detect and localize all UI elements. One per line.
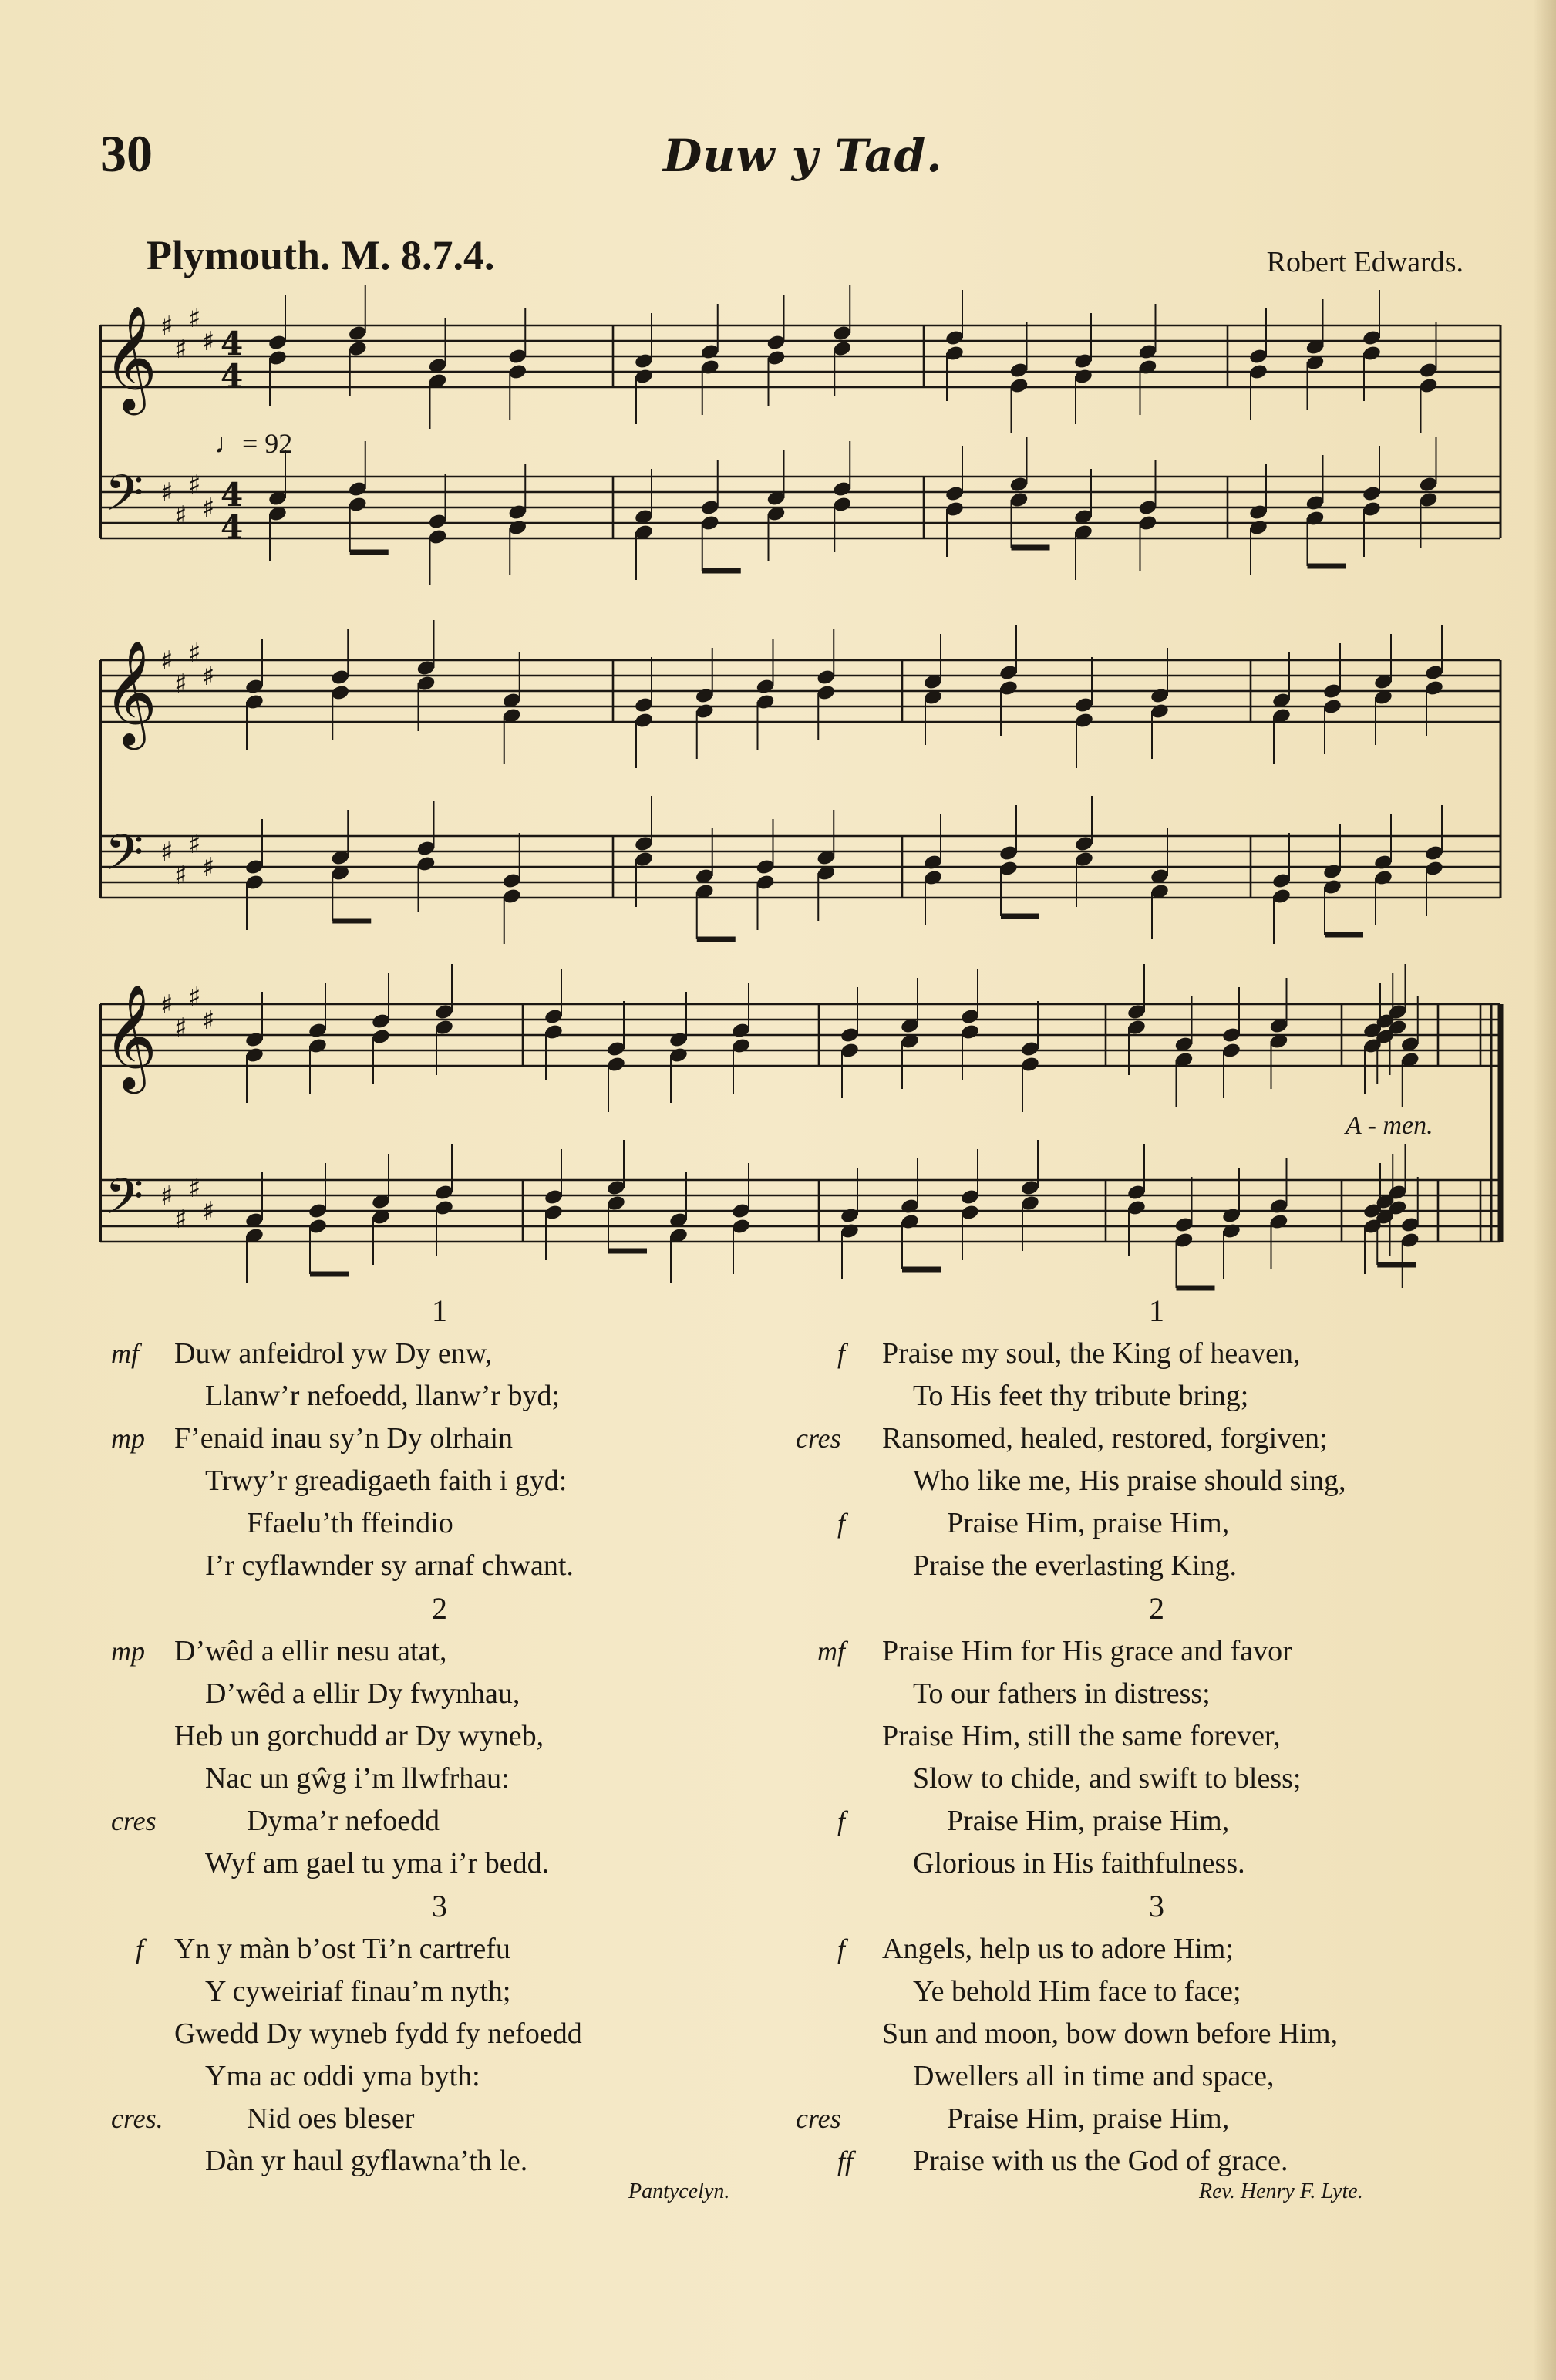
lyric-text: Angels, help us to adore Him;: [882, 1933, 1234, 1965]
verse-line: [802, 1970, 1511, 2013]
verse-line: [802, 1673, 1511, 1715]
verse-line: [802, 2055, 1511, 2098]
verse-number: 2: [1149, 1591, 1164, 1626]
dynamic-marking: f: [837, 1805, 846, 1836]
verse-line: [108, 1418, 771, 1460]
tempo-marking: ♩= 92: [214, 428, 293, 459]
verse-number: 1: [432, 1293, 447, 1328]
dynamic-marking: mf: [111, 1338, 139, 1369]
running-title: Duw y Tad.: [663, 130, 943, 182]
sharp-icon: ♯: [188, 470, 201, 501]
lyric-text: Who like me, His praise should sing,: [913, 1465, 1346, 1497]
sharp-icon: ♯: [202, 661, 215, 692]
verse-line: [108, 1333, 771, 1375]
dynamic-marking: f: [837, 1933, 846, 1964]
verse-number: 1: [1149, 1293, 1164, 1328]
lyric-text: Praise the everlasting King.: [913, 1549, 1238, 1582]
dynamic-marking: cres: [796, 2103, 841, 2134]
verse-line: [802, 1715, 1511, 1758]
welsh-attribution: Pantycelyn.: [628, 2179, 730, 2203]
lyric-text: Nac un gŵg i’m llwfrhau:: [205, 1762, 510, 1795]
treble-clef-icon: 𝄞: [103, 639, 157, 745]
english-verse: [796, 1885, 1511, 2183]
lyric-text: Ffaelu’th ffeindio: [247, 1507, 453, 1539]
sharp-icon: ♯: [160, 989, 173, 1020]
lyric-text: Sun and moon, bow down before Him,: [882, 2018, 1339, 2050]
composer: Robert Edwards.: [1266, 246, 1463, 278]
lyric-text: I’r cyflawnder sy arnaf chwant.: [205, 1549, 574, 1582]
lyric-text: Trwy’r greadigaeth faith i gyd:: [205, 1465, 568, 1497]
verse-line: [108, 1758, 771, 1800]
verse-line: [108, 1842, 771, 1885]
verse-line: [802, 1842, 1511, 1885]
lyric-text: Dwellers all in time and space,: [913, 2060, 1275, 2092]
sharp-icon: ♯: [160, 837, 173, 868]
lyric-text: Heb un gorchudd ar Dy wyneb,: [174, 1720, 544, 1752]
bass-clef-icon: 𝄢: [105, 824, 144, 894]
verse-line: [108, 1928, 771, 1970]
verse-line: [108, 1800, 771, 1842]
verse-line: [108, 1970, 771, 2013]
verse-line: [108, 2140, 771, 2183]
verse-line: [108, 1375, 771, 1418]
treble-clef-icon: 𝄞: [103, 304, 157, 410]
lyric-text: Nid oes bleser: [247, 2102, 415, 2135]
time-signature-top: 4: [221, 476, 244, 514]
time-signature-bottom: 4: [221, 357, 244, 395]
welsh-verse: [108, 1289, 771, 1587]
verse-line: [108, 1715, 771, 1758]
english-attribution: Rev. Henry F. Lyte.: [1199, 2179, 1363, 2203]
lyric-text: Praise Him for His grace and favor: [882, 1635, 1292, 1667]
verse-line: [802, 1375, 1511, 1418]
verse-line: [108, 1502, 771, 1545]
amen-label: A - men.: [1346, 1111, 1433, 1140]
sharp-icon: ♯: [202, 852, 215, 883]
welsh-verse: [108, 1587, 771, 1885]
sharp-icon: ♯: [174, 1013, 187, 1043]
verse-line: [108, 2098, 771, 2140]
lyric-text: F’enaid inau sy’n Dy olrhain: [174, 1422, 514, 1455]
lyric-text: Dyma’r nefoedd: [247, 1805, 440, 1837]
page-number: 30: [100, 124, 153, 183]
dynamic-marking: f: [837, 1338, 846, 1369]
verse-line: [802, 1333, 1511, 1375]
lyric-text: D’wêd a ellir Dy fwynhau,: [205, 1677, 520, 1710]
treble-clef-icon: 𝄞: [103, 983, 157, 1089]
lyric-text: Gwedd Dy wyneb fydd fy nefoedd: [174, 2018, 582, 2050]
verse-line: [796, 2098, 1511, 2140]
lyric-text: Ransomed, healed, restored, forgiven;: [882, 1422, 1328, 1455]
verse-line: [108, 1673, 771, 1715]
english-verse: [802, 1587, 1511, 1885]
sharp-icon: ♯: [188, 829, 201, 860]
verse-line: [802, 2013, 1511, 2055]
dynamic-marking: mp: [111, 1636, 145, 1667]
lyric-text: Praise my soul, the King of heaven,: [882, 1337, 1301, 1370]
sharp-icon: ♯: [202, 326, 215, 357]
dynamic-marking: cres: [796, 1423, 841, 1454]
sharp-icon: ♯: [202, 1196, 215, 1227]
dynamic-marking: mf: [817, 1636, 845, 1667]
verse-number: 3: [432, 1889, 447, 1923]
lyric-text: Praise Him, praise Him,: [947, 1507, 1230, 1539]
lyric-text: Praise Him, still the same forever,: [882, 1720, 1281, 1752]
lyric-text: To His feet thy tribute bring;: [913, 1380, 1249, 1412]
verse-number: 3: [1149, 1889, 1164, 1923]
lyric-text: Yma ac oddi yma byth:: [205, 2060, 480, 2092]
dynamic-marking: f: [136, 1933, 144, 1964]
verse-line: [802, 2140, 1511, 2183]
verse-number: 2: [432, 1591, 447, 1626]
sharp-icon: ♯: [174, 334, 187, 365]
sharp-icon: ♯: [174, 1204, 187, 1235]
sharp-icon: ♯: [174, 860, 187, 891]
dynamic-marking: f: [837, 1508, 846, 1539]
sharp-icon: ♯: [160, 646, 173, 676]
sharp-icon: ♯: [160, 1181, 173, 1212]
bass-clef-icon: 𝄢: [105, 1168, 144, 1238]
lyric-text: Wyf am gael tu yma i’r bedd.: [205, 1847, 550, 1879]
dynamic-marking: mp: [111, 1423, 145, 1454]
english-verse: [796, 1289, 1511, 1587]
verse-line: [796, 1418, 1511, 1460]
lyric-text: Y cyweiriaf finau’m nyth;: [205, 1975, 511, 2007]
english-verses: [796, 1289, 1511, 2183]
sharp-icon: ♯: [188, 303, 201, 334]
sharp-icon: ♯: [174, 669, 187, 700]
tune-title: Plymouth. M. 8.7.4.: [147, 232, 495, 278]
sharp-icon: ♯: [188, 638, 201, 669]
sharp-icon: ♯: [160, 311, 173, 342]
lyric-text: Yn y màn b’ost Ti’n cartrefu: [174, 1933, 510, 1965]
sharp-icon: ♯: [188, 982, 201, 1013]
lyric-text: Ye behold Him face to face;: [913, 1975, 1241, 2007]
sharp-icon: ♯: [202, 493, 215, 524]
lyric-text: Glorious in His faithfulness.: [913, 1847, 1245, 1879]
verse-line: [802, 1545, 1511, 1587]
welsh-verses: [108, 1289, 771, 2183]
verse-line: [802, 1758, 1511, 1800]
lyric-text: Praise Him, praise Him,: [947, 2102, 1230, 2135]
sharp-icon: ♯: [188, 1173, 201, 1204]
verse-line: [108, 1630, 771, 1673]
verse-line: [108, 2013, 771, 2055]
lyric-text: Praise with us the God of grace.: [913, 2145, 1288, 2177]
lyric-text: Duw anfeidrol yw Dy enw,: [174, 1337, 493, 1370]
lyric-text: Slow to chide, and swift to bless;: [913, 1762, 1302, 1795]
verse-line: [802, 1460, 1511, 1502]
verse-line: [802, 1630, 1511, 1673]
sharp-icon: ♯: [160, 477, 173, 508]
bass-clef-icon: 𝄢: [105, 465, 144, 534]
verse-line: [802, 1502, 1511, 1545]
lyric-text: D’wêd a ellir nesu atat,: [174, 1635, 447, 1667]
sharp-icon: ♯: [174, 501, 187, 531]
verse-line: [108, 1460, 771, 1502]
welsh-verse: [108, 1885, 771, 2183]
lyric-text: Llanw’r nefoedd, llanw’r byd;: [205, 1380, 561, 1412]
dynamic-marking: cres: [111, 1805, 157, 1836]
time-signature-bottom: 4: [221, 508, 244, 546]
lyric-text: Dàn yr haul gyflawna’th le.: [205, 2145, 528, 2177]
dynamic-marking: cres.: [111, 2103, 163, 2134]
lyric-text: To our fathers in distress;: [913, 1677, 1211, 1710]
verse-line: [108, 2055, 771, 2098]
dynamic-marking: ff: [837, 2146, 854, 2176]
verse-line: [108, 1545, 771, 1587]
time-signature-top: 4: [221, 325, 244, 362]
verse-line: [802, 1800, 1511, 1842]
lyric-text: Praise Him, praise Him,: [947, 1805, 1230, 1837]
sharp-icon: ♯: [202, 1005, 215, 1036]
verse-line: [802, 1928, 1511, 1970]
